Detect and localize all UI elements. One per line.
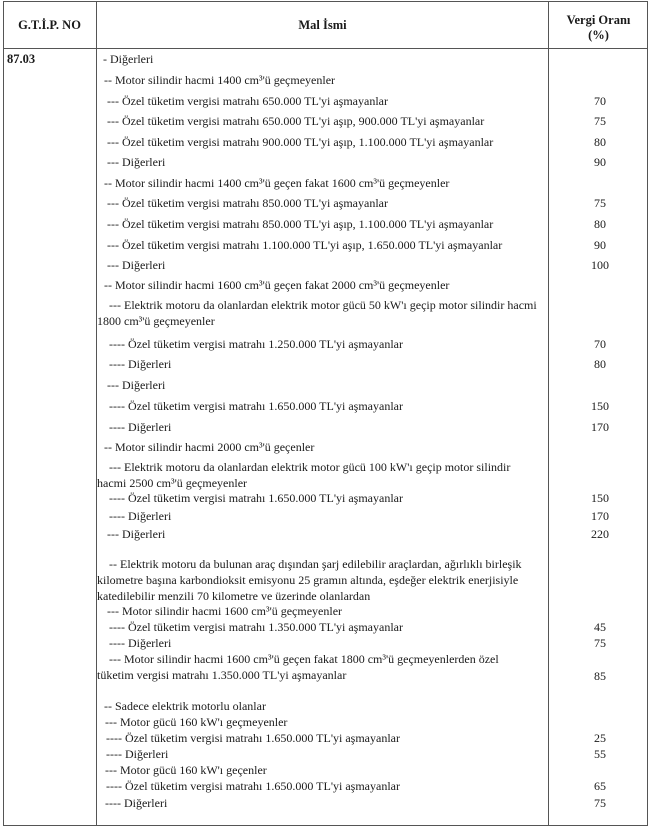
row-28: -- Sadece elektrik motorlu olanlar <box>104 699 266 713</box>
row-2: --- Özel tüketim vergisi matrahı 650.000 TL'yi aşmayanlar <box>107 94 388 108</box>
row-15: --- Diğerleri <box>107 378 166 392</box>
rate-21: 170 <box>591 509 609 523</box>
rate-3: 75 <box>594 114 606 128</box>
row-12: --- Elektrik motoru da olanlardan elektrik motor gücü 50 kW'ı geçip motor silindir hacmi 1800 cm³'ü geçmeyenler <box>97 298 537 328</box>
row-27: --- Motor silindir hacmi 1600 cm³'ü geçen fakat 1800 cm³'ü geçmeyenlerden özel tüketim vergisi matrahı 1.350.000 TL'yi aşmayanlar <box>97 652 499 682</box>
rate-16: 150 <box>591 399 609 413</box>
row-8: --- Özel tüketim vergisi matrahı 850.000 TL'yi aşıp, 1.100.000 TL'yi aşmayanlar <box>107 217 494 231</box>
header-rate: Vergi Oranı <box>566 13 631 27</box>
row-24: --- Motor silindir hacmi 1600 cm³'ü geçmeyenler <box>107 604 343 618</box>
rate-22: 220 <box>591 527 609 541</box>
row-9: --- Özel tüketim vergisi matrahı 1.100.000 TL'yi aşıp, 1.650.000 TL'yi aşmayanlar <box>107 238 503 252</box>
rate-4: 80 <box>594 135 606 149</box>
row-29: --- Motor gücü 160 kW'ı geçmeyenler <box>105 715 288 729</box>
rate-2: 70 <box>594 94 606 108</box>
row-1: -- Motor silindir hacmi 1400 cm³'ü geçmeyenler <box>104 73 336 87</box>
row-0: - Diğerleri <box>103 52 154 66</box>
row-17: ---- Diğerleri <box>109 420 172 434</box>
rate-14: 80 <box>594 357 606 371</box>
row-6: -- Motor silindir hacmi 1400 cm³'ü geçen fakat 1600 cm³'ü geçmeyenler <box>104 176 450 190</box>
row-5: --- Diğerleri <box>107 155 166 169</box>
header-name: Mal İsmi <box>298 18 347 32</box>
row-26: ---- Diğerleri <box>109 636 172 650</box>
header-gtip: G.T.İ.P. NO <box>18 18 81 32</box>
rate-25: 45 <box>594 620 606 634</box>
row-10: --- Diğerleri <box>107 258 166 272</box>
row-34: ---- Diğerleri <box>105 796 168 810</box>
rate-9: 90 <box>594 238 606 252</box>
rate-34: 75 <box>594 796 606 810</box>
rate-26: 75 <box>594 636 606 650</box>
row-30: ---- Özel tüketim vergisi matrahı 1.650.000 TL'yi aşmayanlar <box>106 731 400 745</box>
rate-31: 55 <box>594 747 606 761</box>
column-divider-2 <box>548 1 549 826</box>
row-32: --- Motor gücü 160 kW'ı geçenler <box>105 763 267 777</box>
row-31: ---- Diğerleri <box>106 747 169 761</box>
row-19: --- Elektrik motoru da olanlardan elektrik motor gücü 100 kW'ı geçip motor silindir hacmi 2500 cm³'ü geçmeyenler <box>97 460 511 490</box>
column-divider-1 <box>96 1 97 826</box>
row-18: -- Motor silindir hacmi 2000 cm³'ü geçenler <box>104 440 315 454</box>
row-7: --- Özel tüketim vergisi matrahı 850.000 TL'yi aşmayanlar <box>107 196 388 210</box>
row-11: -- Motor silindir hacmi 1600 cm³'ü geçen fakat 2000 cm³'ü geçmeyenler <box>104 278 450 292</box>
rate-30: 25 <box>594 731 606 745</box>
row-3: --- Özel tüketim vergisi matrahı 650.000 TL'yi aşıp, 900.000 TL'yi aşmayanlar <box>107 114 485 128</box>
rate-5: 90 <box>594 155 606 169</box>
rate-17: 170 <box>591 420 609 434</box>
row-13: ---- Özel tüketim vergisi matrahı 1.250.000 TL'yi aşmayanlar <box>109 337 403 351</box>
rate-20: 150 <box>591 491 609 505</box>
header-rate-unit: (%) <box>588 28 609 42</box>
row-14: ---- Diğerleri <box>109 357 172 371</box>
rate-10: 100 <box>591 258 609 272</box>
rate-8: 80 <box>594 217 606 231</box>
gtip-code: 87.03 <box>7 52 36 66</box>
rate-7: 75 <box>594 196 606 210</box>
row-23: -- Elektrik motoru da bulunan araç dışından şarj edilebilir araçlardan, ağırlıklı birleşik kilometre başına karbondioksit emisyonu 25 gramın altında, eşdeğer elektrik enerjisiyle katedilebilir menzili 70 kilometre ve üzerinde olanlardan <box>97 557 522 603</box>
rate-27: 85 <box>594 669 606 683</box>
row-22: --- Diğerleri <box>107 527 166 541</box>
row-20: ---- Özel tüketim vergisi matrahı 1.650.000 TL'yi aşmayanlar <box>109 491 403 505</box>
row-21: ---- Diğerleri <box>109 509 172 523</box>
rate-33: 65 <box>594 779 606 793</box>
rate-13: 70 <box>594 337 606 351</box>
header-divider <box>3 48 648 49</box>
row-4: --- Özel tüketim vergisi matrahı 900.000 TL'yi aşıp, 1.100.000 TL'yi aşmayanlar <box>107 135 494 149</box>
row-16: ---- Özel tüketim vergisi matrahı 1.650.000 TL'yi aşmayanlar <box>109 399 403 413</box>
row-25: ---- Özel tüketim vergisi matrahı 1.350.000 TL'yi aşmayanlar <box>109 620 403 634</box>
row-33: ---- Özel tüketim vergisi matrahı 1.650.000 TL'yi aşmayanlar <box>106 779 400 793</box>
